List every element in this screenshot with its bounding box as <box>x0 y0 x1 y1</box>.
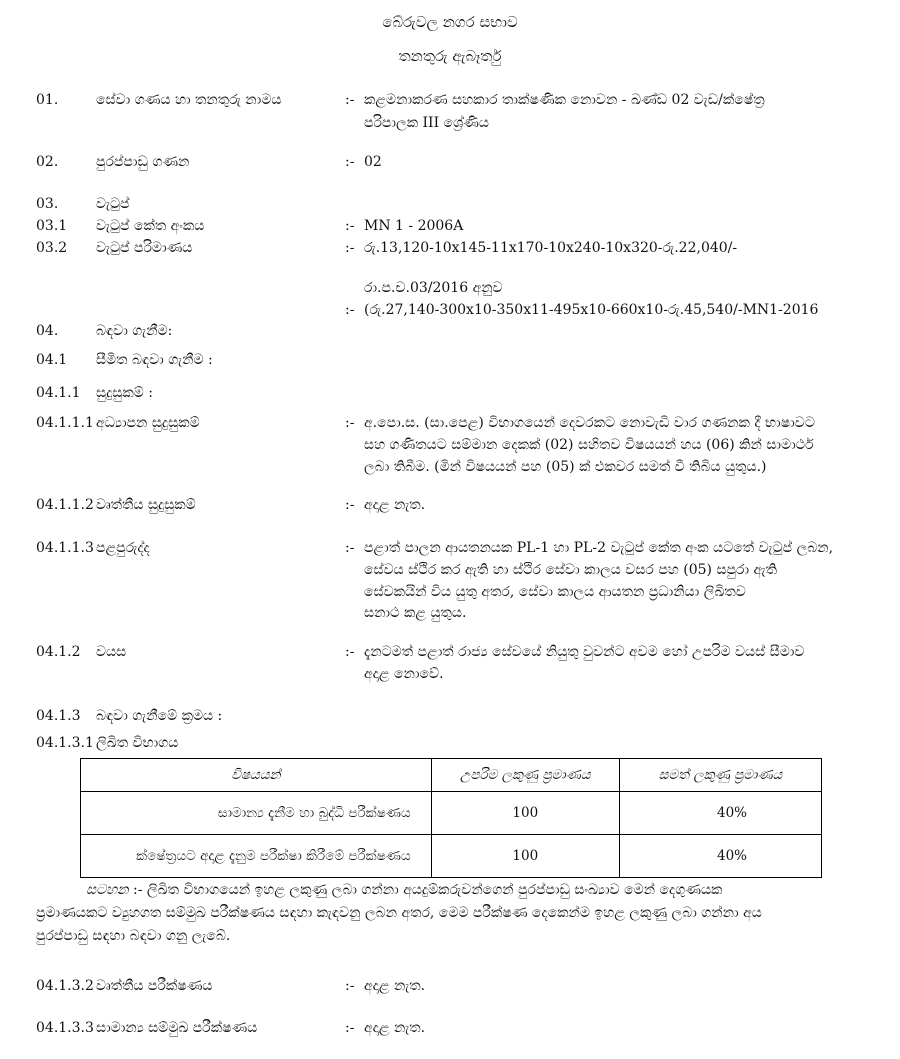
item-separator: :- <box>345 415 355 431</box>
item-separator: :- <box>345 540 355 556</box>
column-header-pass-marks: සමත් ලකුණු ප්‍රමාණය <box>619 759 821 792</box>
item-label: සාමාන්‍ය සම්මුඛ පරීක්ෂණය <box>96 1020 258 1036</box>
item-label: අධ්‍යාපන සුදුසුකම් <box>96 415 200 431</box>
item-value-line: සනාථ කළ යුතුය. <box>364 605 467 621</box>
item-label: වයස <box>96 644 127 660</box>
item-number: 04.1 <box>36 352 68 368</box>
item-number: 04.1.1.2 <box>36 497 94 513</box>
item-value-line: අදාළ නොවේ. <box>364 666 444 682</box>
council-title: බේරුවල නගර සභාව <box>382 13 518 31</box>
item-separator: :- <box>345 978 355 994</box>
item-number: 04.1.3.3 <box>36 1020 94 1036</box>
item-value-line: අ.පො.ස. (සා.පෙළ) විභාගයෙන් දෙවරකට නොවැඩි වාර ගණනක දී භාෂාවට <box>364 415 815 431</box>
item-label: වෘත්තීය සුදුසුකම් <box>96 497 196 513</box>
max-marks-cell: 100 <box>431 792 619 835</box>
item-number: 04.1.3.2 <box>36 978 94 994</box>
item-value-line: ලබා තිබීම. (මින් විෂයයන් පහ (05) ක් එකවර සමත් වී තිබිය යුතුය.) <box>364 459 767 475</box>
item-value-line: සේවය ස්ථිර කර ඇති හා ස්ථිර සේවා කාලය වසර පහ (05) සපුරා ඇති <box>364 562 778 578</box>
item-number: 04.1.1 <box>36 385 81 401</box>
item-separator: :- <box>345 1020 355 1036</box>
item-value-line: අදාළ නැත. <box>364 497 426 513</box>
subject-cell: සාමාන්‍ය දැනීම හා බුද්ධි පරීක්ෂණය <box>81 792 432 835</box>
item-label: පළපුරුද්ද <box>96 540 150 556</box>
item-label: සීමිත බඳවා ගැනීම : <box>96 352 213 368</box>
item-number: 03. <box>36 196 59 212</box>
pass-marks-cell: 40% <box>619 792 821 835</box>
item-separator: :- <box>345 218 355 234</box>
item-label: සුදුසුකම් : <box>96 385 153 401</box>
subject-cell: ක්ෂේත්‍රයට අදාළ දැනුම පරීක්ෂා කිරීමේ පරීක්ෂණය <box>81 835 432 878</box>
item-value-line: පරිපාලක III ශ්‍රේණිය <box>364 115 489 131</box>
item-number: 04.1.3 <box>36 708 81 724</box>
item-value-line: කළමනාකරණ සහකාර තාක්ෂණික නොවන - ඛණ්ඩ 02 වැඩ/ක්ෂේත්‍ර <box>364 92 765 108</box>
item-value-line: දැනටමත් පළාත් රාජ්‍ය සේවයේ නියුතු වුවන්ට අවම හෝ උපරිම වයස් සීමාව <box>364 644 805 660</box>
item-number: 04.1.1.1 <box>36 415 94 431</box>
item-label: වැටුප් පරිමාණය <box>96 240 193 256</box>
item-number: 04.1.3.1 <box>36 735 94 751</box>
item-separator: :- <box>345 240 355 256</box>
item-number: 04. <box>36 323 59 339</box>
item-label: බඳවා ගැනීම: <box>96 323 173 339</box>
exam-marks-table <box>80 758 822 878</box>
item-value-line: සහ ගණිතයට සම්මාන දෙකක් (02) සහිතව විෂයයන් හය (06) කින් සාමාර්ථ <box>364 437 814 453</box>
column-header-max-marks: උපරිම ලකුණු ප්‍රමාණය <box>431 759 619 792</box>
note-line <box>36 879 866 902</box>
note-line: ප්‍රමාණයකට ව්‍යුහගත සම්මුඛ පරීක්ෂණය සඳහා කැඳවනු ලබන අතර, මෙම පරීක්ෂණ දෙකෙන්ම ඉහළ ලකුණු ලබා ගන්නා අය <box>36 905 762 921</box>
item-number: 03.2 <box>36 240 68 256</box>
item-separator: :- <box>345 644 355 660</box>
table-row <box>81 792 822 835</box>
item-number: 02. <box>36 154 59 170</box>
note-separator: :- <box>132 882 143 898</box>
item-value-line: අදාළ නැත. <box>364 1020 426 1036</box>
item-number: 04.1.2 <box>36 644 81 660</box>
table-header-row <box>81 759 822 792</box>
item-separator: :- <box>345 92 355 108</box>
item-separator: :- <box>345 497 355 513</box>
note-label: සටහන <box>86 882 129 898</box>
max-marks-cell: 100 <box>431 835 619 878</box>
note-text: ලිඛිත විභාගයෙන් ඉහළ ලකුණු ලබා ගන්නා අයදුම්කරුවන්ගෙන් පුරප්පාඩු සංඛ්‍යාව මෙන් දෙගුණයක <box>146 882 723 898</box>
item-value-line: සේවකයින් විය යුතු අතර, සේවා කාලය ආයතන ප්‍රධානියා ලිඛිතව <box>364 584 746 600</box>
item-number: 01. <box>36 92 59 108</box>
column-header-subjects: විෂයයන් <box>81 759 432 792</box>
item-number: 03.1 <box>36 218 68 234</box>
item-label: ලිඛිත විභාගය <box>96 735 179 751</box>
table-row <box>81 835 822 878</box>
item-value-line: රා.ප.ච.03/2016 අනුව <box>364 280 503 296</box>
notice-title: තනතුරු ඇබෑර්තු <box>398 47 502 65</box>
pass-marks-cell: 40% <box>619 835 821 878</box>
item-value-line: 02 <box>364 154 382 170</box>
item-label: වැටුප් <box>96 196 130 212</box>
item-number: 04.1.1.3 <box>36 540 94 556</box>
item-value-line: අදාළ නැත. <box>364 978 426 994</box>
item-label: සේවා ගණය හා තනතුරු නාමය <box>96 92 282 108</box>
item-label: වෘත්තීය පරීක්ෂණය <box>96 978 213 994</box>
item-value-line: රු.13,120-10x145-11x170-10x240-10x320-රු.22,040/- <box>364 240 738 256</box>
item-label: බඳවා ගැනීමේ ක්‍රමය : <box>96 708 223 724</box>
item-label: වැටුප් කේත අංකය <box>96 218 205 234</box>
note-line: පුරප්පාඩු සඳහා බඳවා ගනු ලැබේ. <box>36 928 231 944</box>
item-value-line: පළාත් පාලන ආයතනයක PL-1 හා PL-2 වැටුප් කේත අංක යටතේ වැටුප් ලබන, <box>364 540 834 556</box>
note-paragraph <box>36 879 866 948</box>
item-value-line: MN 1 - 2006A <box>364 218 464 234</box>
item-separator: :- <box>345 302 355 318</box>
item-value-line: (රු.27,140-300x10-350x11-495x10-660x10-රු.45,540/-MN1-2016 <box>364 302 819 318</box>
item-separator: :- <box>345 154 355 170</box>
item-label: පුරප්පාඩු ගණන <box>96 154 190 170</box>
